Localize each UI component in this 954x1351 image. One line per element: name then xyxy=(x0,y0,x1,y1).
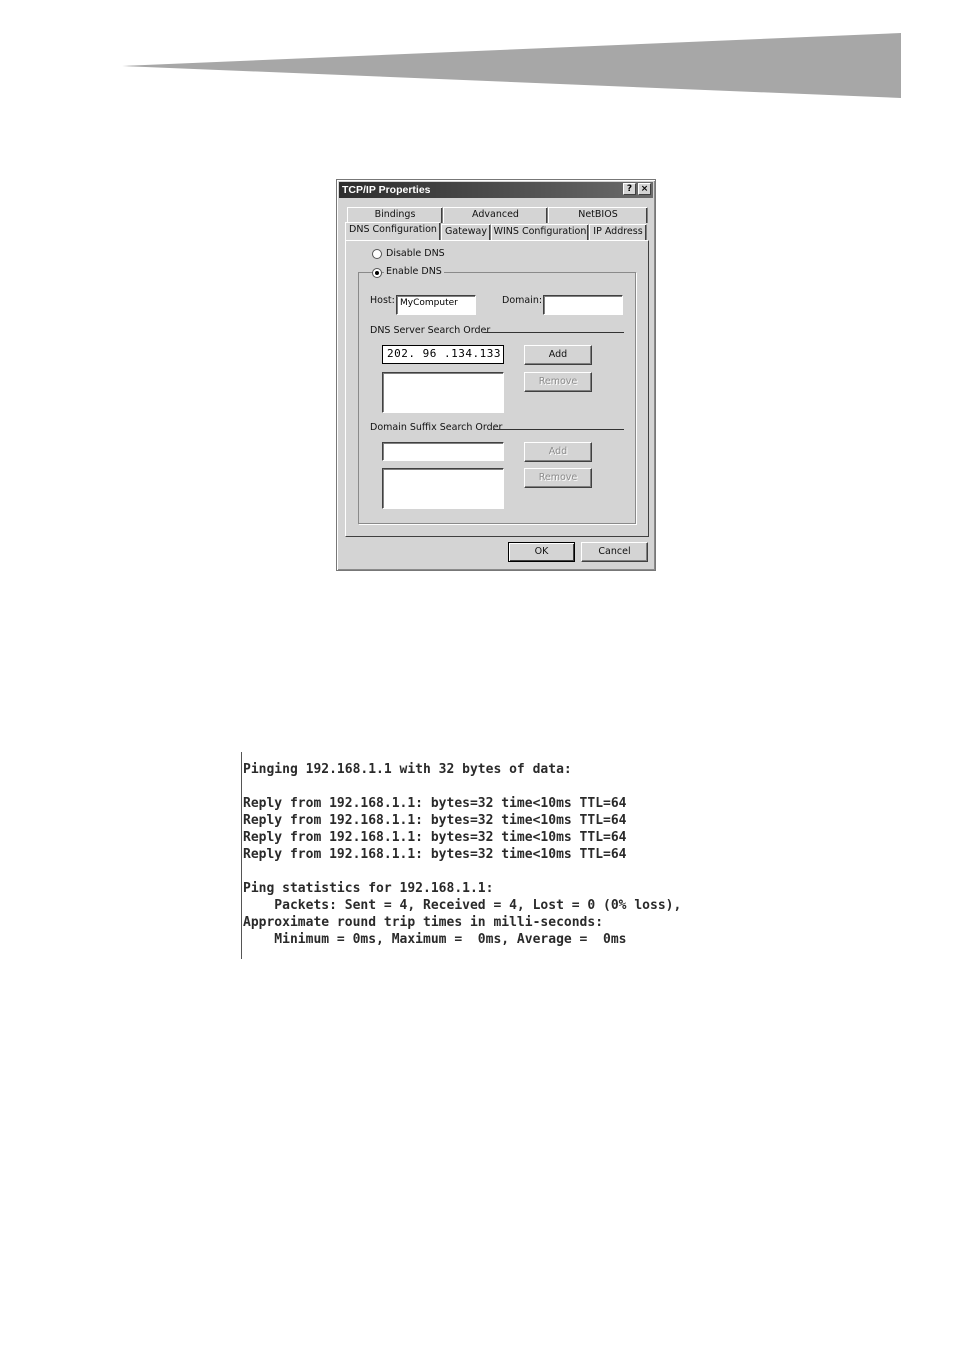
ping-output xyxy=(243,761,681,948)
dns-server-list[interactable] xyxy=(382,372,504,413)
dialog-title: TCP/IP Properties xyxy=(339,182,653,198)
console-line: Reply from 192.168.1.1: bytes=32 time<10ms TTL=64 xyxy=(243,847,627,862)
disable-dns-label: Disable DNS xyxy=(386,248,445,259)
cancel-button[interactable]: Cancel xyxy=(581,542,648,562)
tcpip-properties-dialog xyxy=(336,179,656,571)
dns-configuration-panel xyxy=(345,240,649,537)
tab-gateway[interactable]: Gateway xyxy=(441,224,491,240)
enable-dns-radio[interactable] xyxy=(372,268,382,278)
header-wedge xyxy=(0,0,954,110)
enable-dns-label: Enable DNS xyxy=(386,266,442,277)
dns-server-group-line xyxy=(484,332,624,333)
console-line: Reply from 192.168.1.1: bytes=32 time<10ms TTL=64 xyxy=(243,830,627,845)
domain-field[interactable] xyxy=(543,295,623,315)
domain-suffix-group-label: Domain Suffix Search Order xyxy=(370,422,503,433)
console-line: Packets: Sent = 4, Received = 4, Lost = 0 (0% loss), xyxy=(243,898,682,913)
remove-domain-suffix-button[interactable]: Remove xyxy=(524,468,592,488)
console-line: Reply from 192.168.1.1: bytes=32 time<10ms TTL=64 xyxy=(243,796,627,811)
console-left-border xyxy=(241,752,242,959)
console-line: Minimum = 0ms, Maximum = 0ms, Average = 0ms xyxy=(243,932,627,947)
dns-server-input[interactable]: 202. 96 .134.133 xyxy=(382,345,504,364)
console-line: Pinging 192.168.1.1 with 32 bytes of data: xyxy=(243,762,572,777)
host-label: Host: xyxy=(370,295,395,306)
dns-server-group-label: DNS Server Search Order xyxy=(370,325,491,336)
tab-ip-address[interactable]: IP Address xyxy=(589,224,647,240)
console-line: Ping statistics for 192.168.1.1: xyxy=(243,881,494,896)
domain-suffix-list[interactable] xyxy=(382,468,504,509)
tab-bindings[interactable]: Bindings xyxy=(347,207,443,223)
tab-wins-configuration[interactable]: WINS Configuration xyxy=(491,224,589,240)
remove-dns-server-button[interactable]: Remove xyxy=(524,372,592,392)
console-line: Reply from 192.168.1.1: bytes=32 time<10ms TTL=64 xyxy=(243,813,627,828)
close-button[interactable] xyxy=(638,183,651,195)
ok-button[interactable]: OK xyxy=(508,542,575,562)
help-button[interactable]: ? xyxy=(623,183,636,195)
disable-dns-radio[interactable] xyxy=(372,249,382,259)
domain-label: Domain: xyxy=(502,295,543,306)
domain-suffix-group-line xyxy=(493,429,624,430)
add-domain-suffix-button[interactable]: Add xyxy=(524,442,592,462)
host-field[interactable]: MyComputer xyxy=(396,295,476,315)
domain-suffix-input[interactable] xyxy=(382,442,504,461)
tab-netbios[interactable]: NetBIOS xyxy=(548,207,648,223)
console-line: Approximate round trip times in milli-seconds: xyxy=(243,915,604,930)
tab-advanced[interactable]: Advanced xyxy=(443,207,548,223)
tab-dns-configuration[interactable]: DNS Configuration xyxy=(345,222,441,240)
close-icon: × xyxy=(640,184,649,194)
add-dns-server-button[interactable]: Add xyxy=(524,345,592,365)
